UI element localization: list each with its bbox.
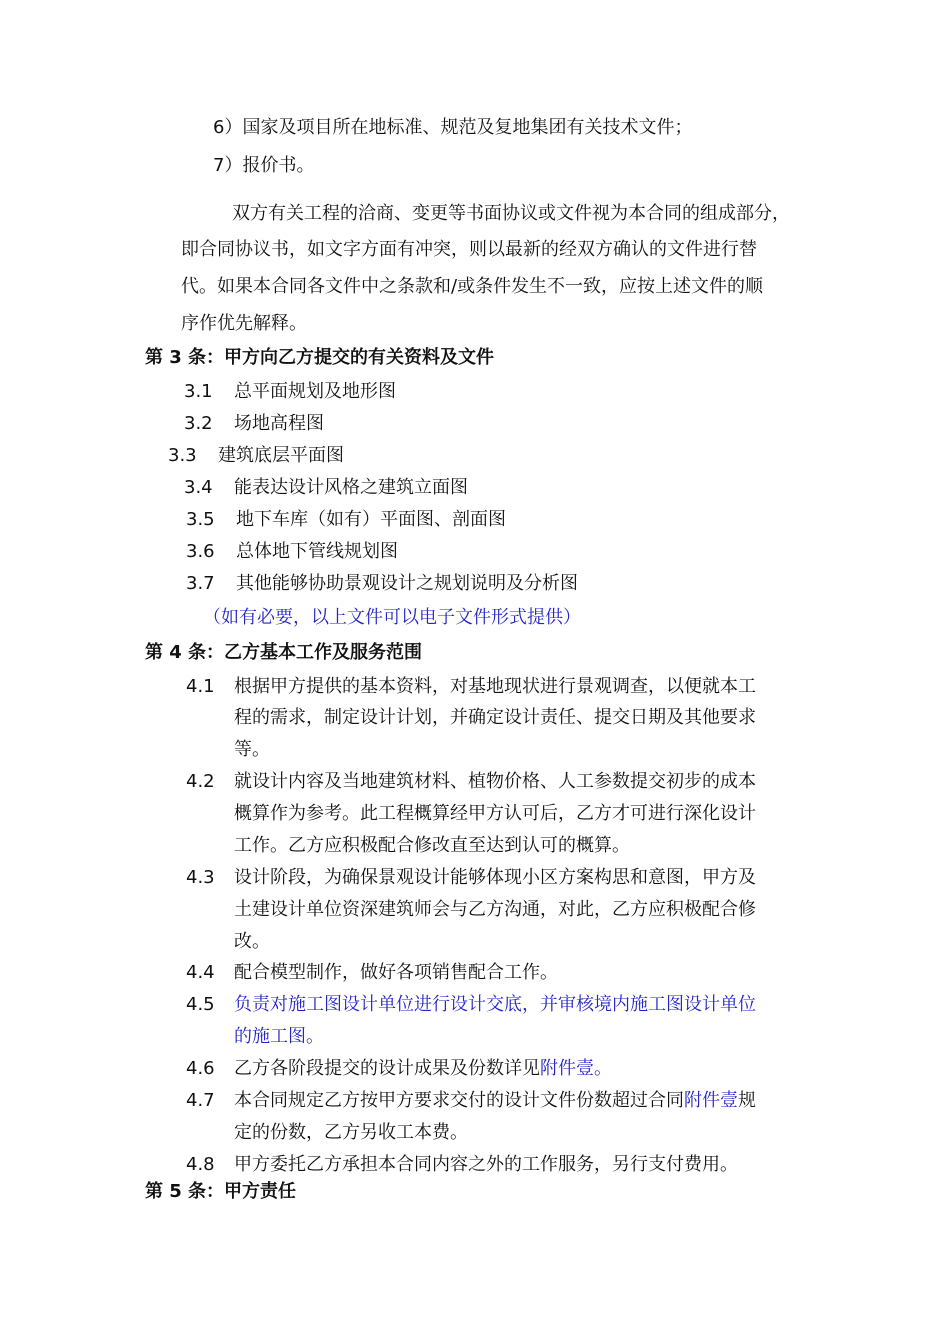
item-number: 3.6 [186, 541, 215, 562]
item-number: 3.4 [184, 477, 213, 498]
item-text: 定的份数，乙方另收工本费。 [234, 1122, 468, 1143]
item-text: 场地高程图 [234, 413, 324, 434]
section-heading: 第 3 条：甲方向乙方提交的有关资料及文件 [145, 347, 495, 368]
item-text: 其他能够协助景观设计之规划说明及分析图 [236, 573, 578, 594]
section-heading: 第 5 条：甲方责任 [145, 1181, 297, 1202]
list-item: 7）报价书。 [213, 155, 315, 176]
item-text: 能表达设计风格之建筑立面图 [234, 477, 468, 498]
attachment-link[interactable]: 附件壹 [684, 1090, 738, 1111]
item-number: 4.4 [186, 962, 215, 983]
item-number: 3.3 [168, 445, 197, 466]
item-number: 3.5 [186, 509, 215, 530]
item-number: 4.6 [186, 1058, 215, 1079]
paragraph-line: 双方有关工程的洽商、变更等书面协议或文件视为本合同的组成部分， [232, 203, 790, 224]
item-number: 3.2 [184, 413, 213, 434]
item-text-part: 本合同规定乙方按甲方要求交付的设计文件份数超过合同 [234, 1090, 684, 1111]
item-text: 就设计内容及当地建筑材料、植物价格、人工参数提交初步的成本 [234, 771, 756, 792]
item-text-part: 规 [738, 1090, 756, 1111]
item-text: 负责对施工图设计单位进行设计交底，并审核境内施工图设计单位 [234, 994, 756, 1015]
item-text: 建筑底层平面图 [218, 445, 344, 466]
item-number: 4.2 [186, 771, 215, 792]
item-number: 3.1 [184, 381, 213, 402]
item-number: 4.7 [186, 1090, 215, 1111]
item-text: 根据甲方提供的基本资料，对基地现状进行景观调查，以便就本工 [234, 676, 756, 697]
item-text: 的施工图。 [234, 1026, 324, 1047]
item-text: 总平面规划及地形图 [234, 381, 396, 402]
item-text [234, 1089, 756, 1113]
item-text: 工作。乙方应积极配合修改直至达到认可的概算。 [234, 835, 630, 856]
item-text: 概算作为参考。此工程概算经甲方认可后，乙方才可进行深化设计 [234, 803, 756, 824]
item-text: 土建设计单位资深建筑师会与乙方沟通，对此，乙方应积极配合修 [234, 899, 756, 920]
item-text-part: 乙方各阶段提交的设计成果及份数详见 [234, 1058, 540, 1079]
item-text: 总体地下管线规划图 [236, 541, 398, 562]
item-text: 设计阶段，为确保景观设计能够体现小区方案构思和意图，甲方及 [234, 867, 756, 888]
item-number: 4.8 [186, 1154, 215, 1175]
item-number: 4.5 [186, 994, 215, 1015]
item-number: 4.1 [186, 676, 215, 697]
section-heading: 第 4 条：乙方基本工作及服务范围 [145, 642, 423, 663]
item-text: 等。 [234, 739, 270, 760]
paragraph-line: 代。如果本合同各文件中之条款和/或条件发生不一致，应按上述文件的顺 [181, 276, 764, 297]
paragraph-line: 序作优先解释。 [181, 313, 307, 334]
item-text: 地下车库（如有）平面图、剖面图 [236, 509, 506, 530]
item-text: 改。 [234, 931, 270, 952]
attachment-link[interactable]: 附件壹。 [540, 1058, 612, 1079]
item-text: 程的需求，制定设计计划，并确定设计责任、提交日期及其他要求 [234, 707, 756, 728]
paragraph-line: 即合同协议书，如文字方面有冲突，则以最新的经双方确认的文件进行替 [181, 239, 757, 260]
item-text: 配合模型制作，做好各项销售配合工作。 [234, 962, 558, 983]
item-text [234, 1057, 612, 1081]
item-number: 3.7 [186, 573, 215, 594]
item-text: 甲方委托乙方承担本合同内容之外的工作服务，另行支付费用。 [234, 1154, 738, 1175]
item-number: 4.3 [186, 867, 215, 888]
note-text: （如有必要，以上文件可以电子文件形式提供） [203, 607, 581, 628]
list-item: 6）国家及项目所在地标准、规范及复地集团有关技术文件； [213, 117, 693, 138]
